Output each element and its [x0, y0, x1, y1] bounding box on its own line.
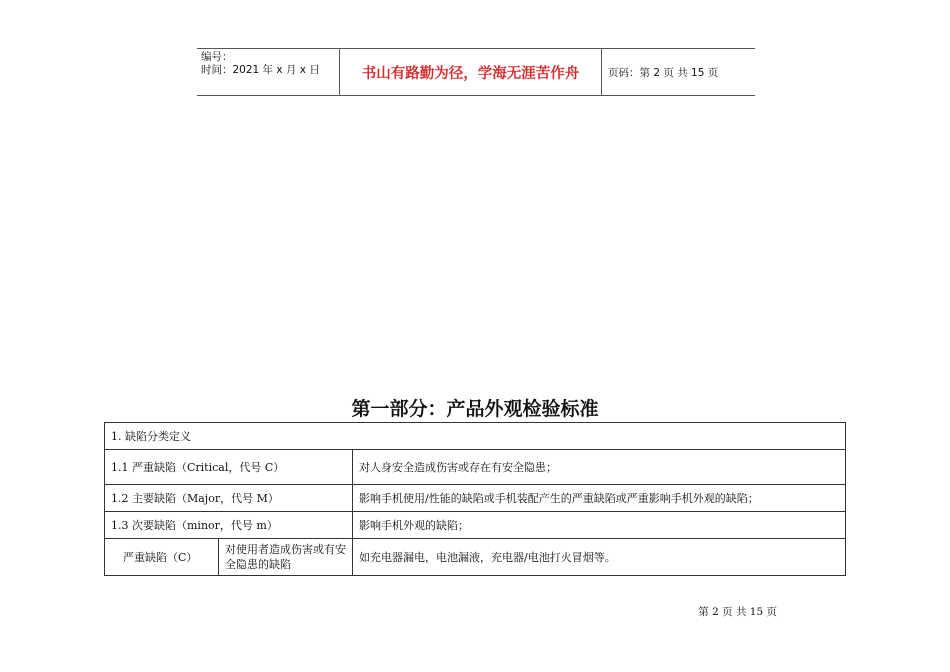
defect-definition: 影响手机使用/性能的缺陷或手机装配产生的严重缺陷或严重影响手机外观的缺陷；: [353, 485, 846, 512]
defect-term: 1.2 主要缺陷（Major，代号 M）: [105, 485, 353, 512]
table-row: [105, 512, 846, 539]
header-motto: 书山有路勤为径，学海无涯苦作舟: [339, 49, 602, 95]
header-page-code: 页码：第 2 页 共 15 页: [608, 66, 719, 79]
table-row: [105, 485, 846, 512]
page-header: [197, 48, 755, 96]
document-date: 时间：2021 年 x 月 x 日: [201, 64, 320, 76]
table-row: [105, 450, 846, 485]
defect-category: 严重缺陷（C）: [105, 539, 219, 576]
table-row: [105, 539, 846, 576]
defect-definition: 影响手机外观的缺陷；: [353, 512, 846, 539]
table-heading: 1. 缺陷分类定义: [105, 423, 846, 450]
page-footer: 第 2 页 共 15 页: [698, 606, 777, 618]
header-meta: [197, 49, 339, 95]
defect-classification-table: [104, 422, 846, 576]
defect-term: 1.3 次要缺陷（minor，代号 m）: [105, 512, 353, 539]
defect-description: 对使用者造成伤害或有安全隐患的缺陷: [219, 539, 353, 576]
document-number-label: 编号：: [201, 51, 233, 63]
defect-example: 如充电器漏电，电池漏液，充电器/电池打火冒烟等。: [353, 539, 846, 576]
section-title: 第一部分：产品外观检验标准: [351, 398, 599, 420]
defect-definition: 对人身安全造成伤害或存在有安全隐患；: [353, 450, 846, 485]
defect-term: 1.1 严重缺陷（Critical，代号 C）: [105, 450, 353, 485]
table-heading-row: [105, 423, 846, 450]
